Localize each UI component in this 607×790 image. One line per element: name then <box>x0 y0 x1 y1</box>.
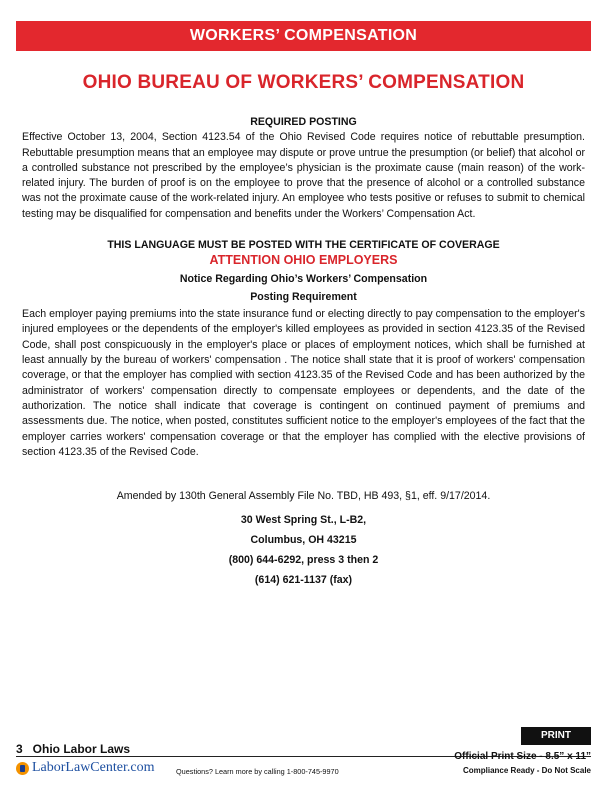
certificate-heading: THIS LANGUAGE MUST BE POSTED WITH THE CERTIFICATE OF COVERAGE <box>107 239 500 251</box>
address-line-1: 30 West Spring St., L-B2, <box>240 514 367 526</box>
address-line-2: Columbus, OH 43215 <box>250 534 357 546</box>
address-block <box>22 510 585 590</box>
logo-text: LaborLawCenter.com <box>32 760 155 775</box>
required-posting-heading: REQUIRED POSTING <box>250 116 357 128</box>
print-button[interactable]: PRINT <box>521 727 591 745</box>
notice-heading: Notice Regarding Ohio’s Workers’ Compensation <box>179 272 428 285</box>
section-posting-requirement <box>22 238 585 460</box>
questions-text: Questions? Learn more by calling 1-800-745-9970 <box>176 767 339 776</box>
laborlawcenter-logo[interactable] <box>16 760 154 776</box>
required-posting-text: Effective October 13, 2004, Section 4123.54 of the Ohio Revised Code requires notice of rebuttable presumption. Rebuttable presumption means that an employee may dispute or prove untrue the presumption (or belief) that alcohol or a controlled substance not prescribed by the employee’s physician is the proximate cause (main reason) of the work-related injury. The burden of proof is on the employee to prove that the presence of alcohol or a controlled substance was not the proximate cause of the work-related injury. An employee who tests positive or refuses to submit to chemical testing may be disqualified for compensation and benefits under the Workers’ Compensation Act. <box>22 131 585 220</box>
logo-icon <box>16 762 29 775</box>
amended-note: Amended by 130th General Assembly File No. TBD, HB 493, §1, eff. 9/17/2014. <box>116 490 491 502</box>
posting-heading: Posting Requirement <box>250 290 357 303</box>
print-size-label: Official Print Size - 8.5” x 11” <box>454 751 591 762</box>
header-banner: WORKERS’ COMPENSATION <box>16 21 591 51</box>
section-required-posting <box>22 115 585 222</box>
fax-number: (614) 621-1137 (fax) <box>254 574 353 586</box>
page-label: 3 Ohio Labor Laws <box>16 742 131 756</box>
attention-heading: ATTENTION OHIO EMPLOYERS <box>209 253 398 268</box>
compliance-label: Compliance Ready - Do Not Scale <box>462 766 591 775</box>
page-title: OHIO BUREAU OF WORKERS’ COMPENSATION <box>82 72 525 93</box>
phone-number: (800) 644-6292, press 3 then 2 <box>228 554 379 566</box>
posting-requirement-text: Each employer paying premiums into the state insurance fund or electing directly to pay compensation to the employer's injured employees or the dependents of the employer's killed employees as provided in section 4123.35 of the Revised Code, shall post conspicuously in the employer's place or places of employment notices, which shall be furnished at least annually by the bureau of workers' compensation . The notice shall state that it is proof of workers' compensation coverage, or that the employer has complied with section 4123.35 of the Revised Code and has been authorized by the administrator of workers' compensation directly to compensate employees or dependents, and the date of the authorization. The notice shall indicate that coverage is contingent on continued payment of premiums and assessments due. The notice, when posted, constitutes sufficient notice to the employer's employees of the fact that the employer carries workers' compensation coverage or that the employer has complied with the elective provisions of section 4123.35 of the Revised Code. <box>22 308 585 458</box>
